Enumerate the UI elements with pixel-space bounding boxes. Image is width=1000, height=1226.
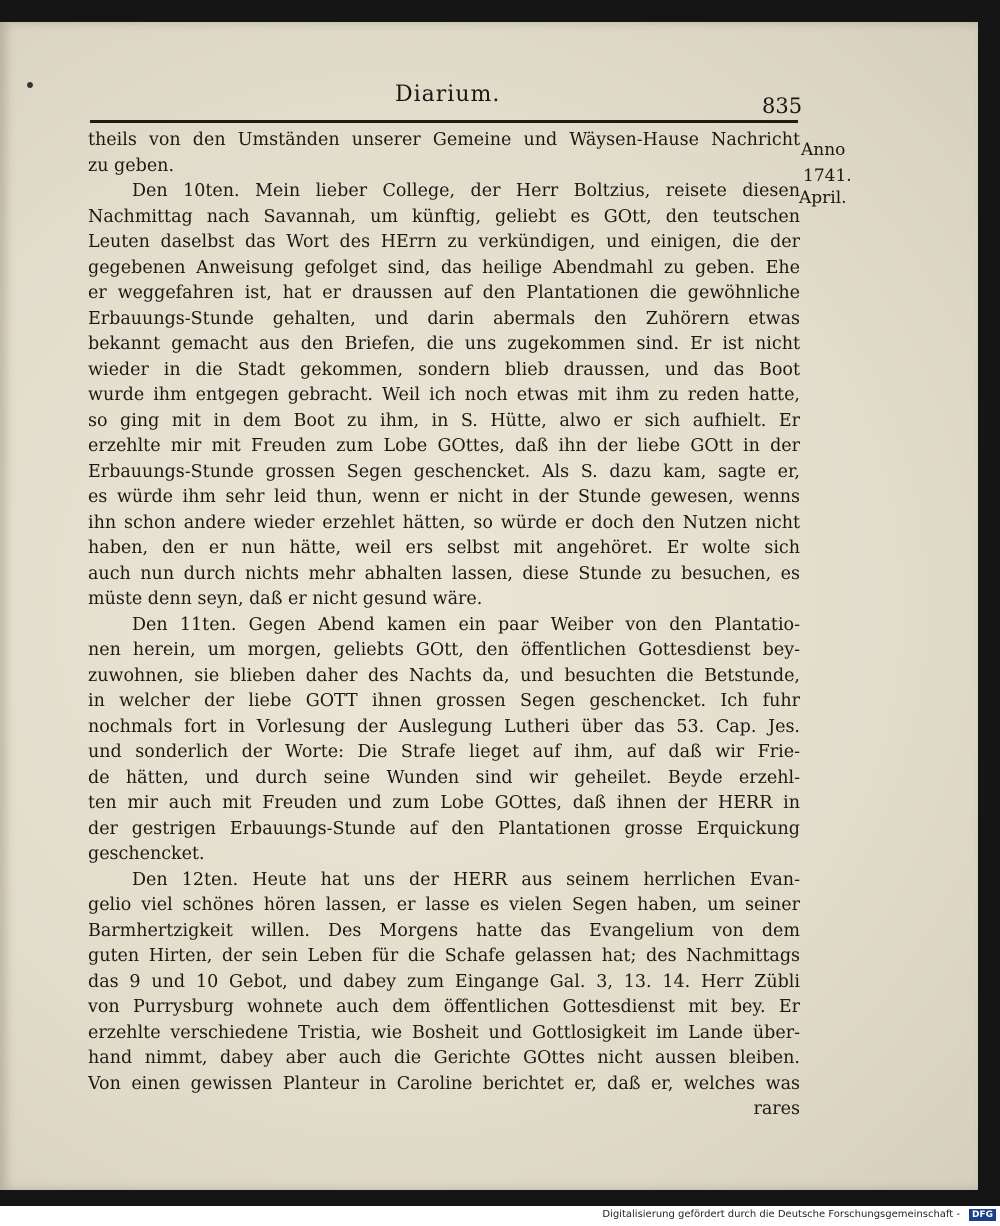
running-head-title: Diarium. — [395, 82, 501, 107]
margin-note-month: April. — [799, 188, 847, 208]
digitization-credit: Digitalisierung gefördert durch die Deutsche Forschungsgemeinschaft - — [602, 1209, 960, 1220]
text-line: der gestrigen Erbauungs-Stunde auf den Plantationen grosse Erquickung — [88, 818, 800, 839]
text-line: wieder in die Stadt gekommen, sondern blieb draussen, und das Boot — [88, 359, 800, 380]
text-line: nochmals fort in Vorlesung der Auslegung Lutheri über das 53. Cap. Jes. — [88, 716, 800, 737]
text-line: zuwohnen, sie blieben daher des Nachts da, und besuchten die Betstunde, — [88, 665, 800, 686]
text-line: zu geben. — [88, 155, 175, 176]
text-line: das 9 und 10 Gebot, und dabey zum Eingange Gal. 3, 13. 14. Herr Zübli — [88, 971, 800, 992]
text-line: de hätten, und durch seine Wunden sind wir geheilet. Beyde erzehl- — [88, 767, 800, 788]
text-line: er weggefahren ist, hat er draussen auf den Plantationen die gewöhnliche — [88, 283, 800, 303]
catchword: rares — [753, 1099, 800, 1119]
text-line: müste denn seyn, daß er nicht gesund wäre. — [88, 589, 483, 609]
text-line: Barmhertzigkeit willen. Des Morgens hatte das Evangelium von dem — [88, 920, 800, 941]
text-line: ihn schon andere wieder erzehlet hätten, so würde er doch den Nutzen nicht — [88, 512, 800, 533]
entry-start-line: Den 12ten. Heute hat uns der HERR aus seinem herrlichen Evan- — [132, 869, 800, 890]
margin-ink-dot — [27, 82, 33, 88]
entry-start-line: Den 10ten. Mein lieber College, der Herr Boltzius, reisete diesen — [132, 181, 800, 201]
text-line: Von einen gewissen Planteur in Caroline berichtet er, daß er, welches was — [88, 1073, 800, 1094]
text-line: und sonderlich der Worte: Die Strafe lieget auf ihm, auf daß wir Frie- — [88, 742, 800, 762]
entry-start-line: Den 11ten. Gegen Abend kamen ein paar Weiber von den Plantatio- — [132, 614, 800, 635]
text-line: theils von den Umständen unserer Gemeine und Wäysen-Hause Nachricht — [88, 130, 800, 150]
text-line: wurde ihm entgegen gebracht. Weil ich noch etwas mit ihm zu reden hatte, — [88, 385, 800, 405]
text-line: ten mir auch mit Freuden und zum Lobe GOttes, daß ihnen der HERR in — [88, 793, 800, 813]
text-line: in welcher der liebe GOTT ihnen grossen Segen geschencket. Ich fuhr — [88, 691, 800, 711]
text-line: auch nun durch nichts mehr abhalten lassen, diese Stunde zu besuchen, es — [88, 563, 800, 584]
text-line: erzehlte verschiedene Tristia, wie Bosheit und Gottlosigkeit im Lande über- — [88, 1022, 800, 1043]
text-line: so ging mit in dem Boot zu ihm, in S. Hütte, alwo er sich aufhielt. Er — [88, 410, 800, 431]
margin-note-year: 1741. — [803, 166, 852, 186]
text-line: von Purrysburg wohnete auch dem öffentlichen Gottesdienst mit bey. Er — [88, 997, 800, 1017]
text-line: es würde ihm sehr leid thun, wenn er nicht in der Stunde gewesen, wenns — [88, 487, 800, 507]
text-line: gelio viel schönes hören lassen, er lasse es vielen Segen haben, um seiner — [88, 895, 800, 915]
text-line: Leuten daselbst das Wort des HErrn zu verkündigen, und einigen, die der — [88, 232, 800, 252]
margin-note-anno: Anno — [801, 140, 846, 160]
text-line: Erbauungs-Stunde gehalten, und darin abermals den Zuhörern etwas — [88, 308, 800, 329]
diary-body-text — [88, 128, 800, 1123]
text-line: Erbauungs-Stunde grossen Segen geschencket. Als S. dazu kam, sagte er, — [88, 461, 800, 482]
text-line: hand nimmt, dabey aber auch die Gerichte GOttes nicht aussen bleiben. — [88, 1048, 800, 1068]
text-line: guten Hirten, der sein Leben für die Schafe gelassen hat; des Nachmittags — [88, 946, 800, 966]
page-number: 835 — [762, 94, 803, 118]
text-line: geschencket. — [88, 844, 205, 864]
text-line: nen herein, um morgen, geliebts GOtt, den öffentlichen Gottesdienst bey- — [88, 640, 800, 660]
text-line: erzehlte mir mit Freuden zum Lobe GOttes, daß ihn der liebe GOtt in der — [88, 436, 800, 456]
text-line: haben, den er nun hätte, weil ers selbst mit angehöret. Er wolte sich — [88, 538, 800, 558]
text-line: bekannt gemacht aus den Briefen, die uns zugekommen sind. Er ist nicht — [88, 334, 800, 354]
header-rule — [90, 120, 798, 123]
text-line: gegebenen Anweisung gefolget sind, das heilige Abendmahl zu geben. Ehe — [88, 257, 800, 278]
text-line: Nachmittag nach Savannah, um künftig, geliebt es GOtt, den teutschen — [88, 206, 800, 227]
dfg-logo: DFG — [969, 1209, 996, 1221]
